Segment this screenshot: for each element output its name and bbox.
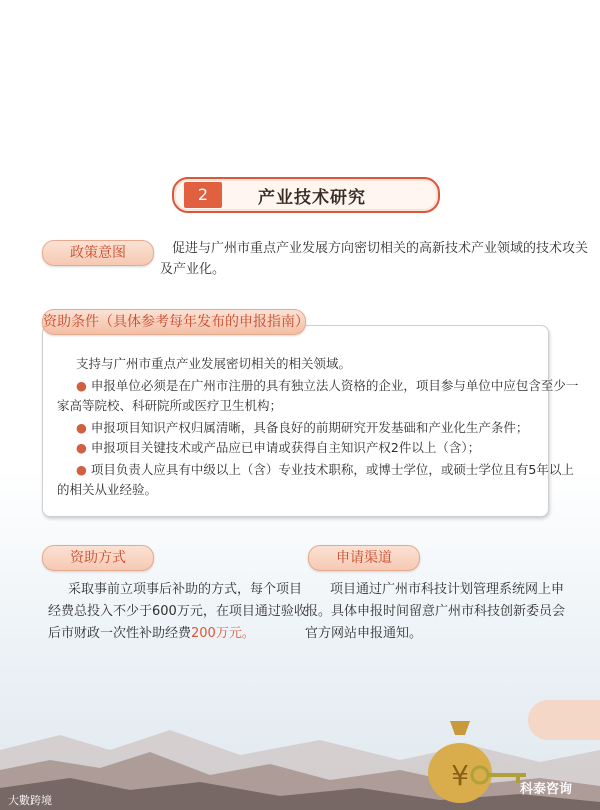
policy-label: 政策意图 [42, 240, 154, 266]
bullet-icon: ● [76, 462, 87, 477]
bullet-icon: ● [76, 440, 87, 455]
policy-text-line2: 及产业化。 [160, 262, 226, 277]
conditions-label: 资助条件（具体参考每年发布的申报指南） [42, 309, 306, 335]
watermark-left: 大數跨境 [8, 794, 52, 807]
condition-item-cont: 家高等院校、科研院所或医疗卫生机构； [57, 398, 283, 413]
apply-line1: 项目通过广州市科技计划管理系统网上申 [330, 582, 565, 597]
condition-item: ● 申报项目关键技术或产品应已申请或获得自主知识产权2件以上（含）； [76, 440, 481, 455]
apply-label: 申请渠道 [308, 545, 420, 571]
section-title: 产业技术研究 [258, 188, 366, 208]
mountain-landscape-illustration [0, 690, 600, 810]
funding-line1: 采取事前立项事后补助的方式，每个项目 [68, 582, 303, 597]
condition-item: ● 项目负责人应具有中级以上（含）专业技术职称，或博士学位，或硕士学位且有5年以上 [76, 462, 574, 477]
section-header [172, 177, 440, 213]
hand-illustration [528, 700, 600, 740]
funding-label: 资助方式 [42, 545, 154, 571]
apply-line2: 报。具体申报时间留意广州市科技创新委员会 [305, 604, 566, 619]
funding-line2: 经费总投入不少于600万元，在项目通过验收 [48, 604, 307, 619]
condition-item-cont: 的相关从业经验。 [57, 482, 158, 497]
svg-text:¥: ¥ [451, 759, 469, 792]
conditions-card [42, 325, 579, 517]
money-bag-icon [425, 715, 495, 803]
condition-item: ● 申报项目知识产权归属清晰，具备良好的前期研究开发基础和产业化生产条件； [76, 420, 529, 435]
bullet-icon: ● [76, 420, 87, 435]
funding-line3: 后市财政一次性补助经费200万元。 [48, 626, 255, 641]
conditions-intro: 支持与广州市重点产业发展密切相关的相关领域。 [76, 356, 352, 371]
funding-amount: 200万元。 [191, 626, 255, 641]
policy-text-line1: 促进与广州市重点产业发展方向密切相关的高新技术产业领域的技术攻关 [172, 241, 589, 256]
bullet-icon: ● [76, 378, 87, 393]
section-number: 2 [184, 182, 222, 208]
condition-item: ● 申报单位必须是在广州市注册的具有独立法人资格的企业，项目参与单位中应包含至少一 [76, 378, 579, 393]
watermark-right: 科泰咨询 [520, 782, 573, 797]
apply-line3: 官方网站申报通知。 [305, 626, 423, 641]
